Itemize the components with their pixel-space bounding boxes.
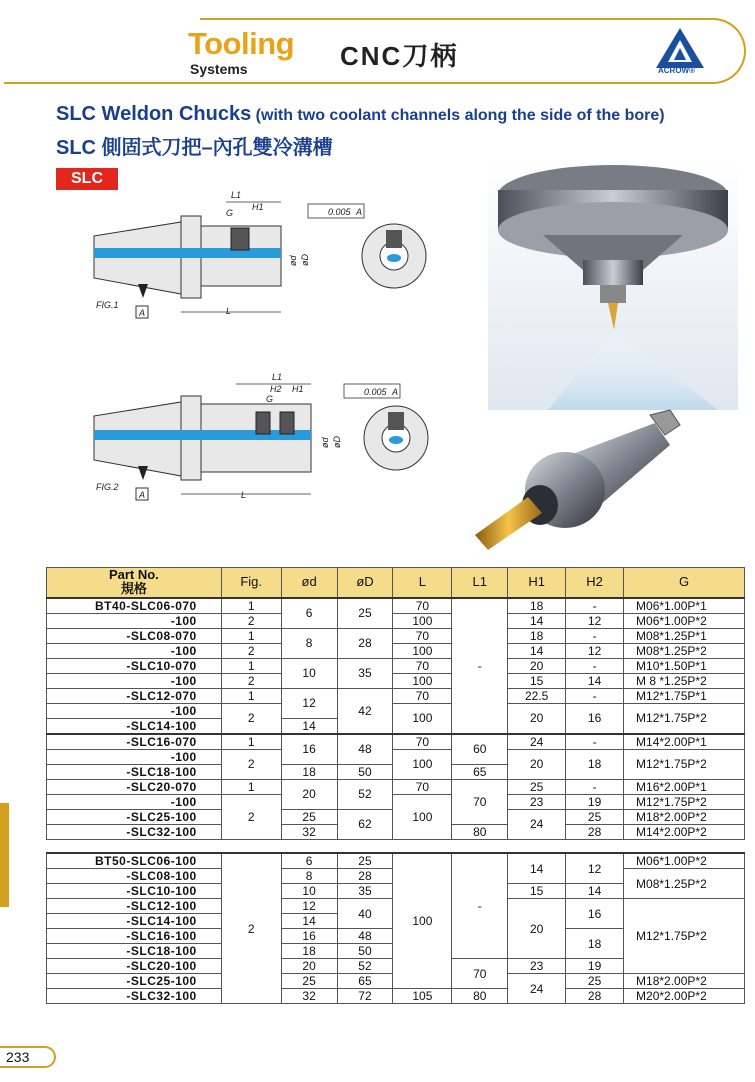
fig1-label: FIG.1 — [96, 300, 119, 310]
H1-cell: 20 — [508, 658, 566, 673]
D-cell: 48 — [337, 929, 393, 944]
fig2-dim-h1: H1 — [292, 384, 304, 394]
part-no: -SLC14-100 — [47, 718, 222, 734]
G-cell: M12*1.75P*2 — [624, 749, 745, 779]
part-no: -100 — [47, 643, 222, 658]
D-cell: 50 — [337, 764, 393, 779]
table-row — [47, 613, 745, 628]
category-title: CNC刀柄 — [340, 41, 459, 71]
part-no: -SLC32-100 — [47, 824, 222, 839]
fig-cell: 2 — [221, 643, 281, 658]
G-cell: M18*2.00P*2 — [624, 809, 745, 824]
G-cell: M12*1.75P*2 — [624, 703, 745, 734]
D-cell: 62 — [337, 809, 393, 839]
slc-badge: SLC — [56, 168, 118, 190]
L-cell: 100 — [393, 703, 452, 734]
gap-cell — [47, 839, 745, 853]
H1-cell: 18 — [508, 628, 566, 643]
table-row — [47, 688, 745, 703]
H1-cell: 14 — [508, 613, 566, 628]
d-cell: 18 — [281, 944, 337, 959]
H1-cell: 22.5 — [508, 688, 566, 703]
D-cell: 35 — [337, 658, 393, 688]
d-cell: 8 — [281, 869, 337, 884]
title-chinese: SLC 側固式刀把–內孔雙冷溝槽 — [56, 137, 333, 159]
L1-cell: 80 — [452, 824, 508, 839]
part-no: BT50-SLC06-100 — [47, 853, 222, 869]
H1-cell: 14 — [508, 853, 566, 884]
D-cell: 40 — [337, 899, 393, 929]
H2-cell: - — [566, 734, 624, 750]
G-cell: M10*1.50P*1 — [624, 658, 745, 673]
L1-cell: - — [452, 598, 508, 734]
fig1-dim-d: ød — [288, 255, 298, 266]
H1-cell: 15 — [508, 673, 566, 688]
L1-cell: - — [452, 853, 508, 959]
fig2-dim-h2: H2 — [270, 384, 282, 394]
D-cell: 48 — [337, 734, 393, 765]
fig-cell: 1 — [221, 734, 281, 750]
L-cell: 100 — [393, 673, 452, 688]
H1-cell: 14 — [508, 643, 566, 658]
G-cell: M08*1.25P*2 — [624, 643, 745, 658]
d-cell: 14 — [281, 718, 337, 734]
H2-cell: - — [566, 598, 624, 614]
table-row — [47, 598, 745, 614]
brand-systems: Systems — [190, 61, 248, 77]
G-cell: M16*2.00P*1 — [624, 779, 745, 794]
H2-cell: 19 — [566, 794, 624, 809]
header-part — [47, 568, 222, 598]
fig2-dim-D: øD — [332, 436, 342, 448]
H2-cell: 14 — [566, 884, 624, 899]
G-cell: M12*1.75P*1 — [624, 688, 745, 703]
part-no: -SLC10-100 — [47, 884, 222, 899]
H2-cell: 16 — [566, 899, 624, 929]
L-cell: 70 — [393, 779, 452, 794]
toolholder-photo — [470, 405, 690, 555]
G-cell: M08*1.25P*2 — [624, 869, 745, 899]
side-accent-bar — [0, 803, 9, 907]
L1-cell: 70 — [452, 959, 508, 989]
G-cell: M14*2.00P*1 — [624, 734, 745, 750]
fig1-dim-D: øD — [300, 254, 310, 266]
fig2-label: FIG.2 — [96, 482, 119, 492]
part-no: -100 — [47, 703, 222, 718]
H1-cell: 20 — [508, 899, 566, 959]
header-part-en: Part No. — [108, 567, 159, 583]
part-no: -SLC25-100 — [47, 809, 222, 824]
L-cell: 100 — [393, 643, 452, 658]
header-H2: H2 — [566, 568, 624, 598]
G-cell: M20*2.00P*2 — [624, 989, 745, 1004]
G-cell: M18*2.00P*2 — [624, 974, 745, 989]
D-cell: 25 — [337, 598, 393, 629]
H2-cell: - — [566, 779, 624, 794]
H1-cell: 23 — [508, 794, 566, 809]
fig1-datum: A — [139, 308, 146, 318]
part-no: -SLC10-070 — [47, 658, 222, 673]
H1-cell: 20 — [508, 749, 566, 779]
L-cell: 70 — [393, 734, 452, 750]
spec-table — [46, 567, 745, 1004]
H2-cell: 14 — [566, 673, 624, 688]
d-cell: 20 — [281, 959, 337, 974]
table-header — [47, 568, 745, 598]
fig-cell: 1 — [221, 628, 281, 643]
d-cell: 16 — [281, 734, 337, 765]
table-row — [47, 853, 745, 869]
fig2-tol-datum: A — [392, 387, 399, 397]
d-cell: 18 — [281, 764, 337, 779]
header-part-cn: 規格 — [120, 581, 147, 597]
table-row — [47, 673, 745, 688]
part-no: -SLC14-100 — [47, 914, 222, 929]
part-no: -100 — [47, 749, 222, 764]
d-cell: 14 — [281, 914, 337, 929]
G-cell: M12*1.75P*2 — [624, 899, 745, 974]
H2-cell: - — [566, 628, 624, 643]
D-cell: 52 — [337, 959, 393, 974]
D-cell: 28 — [337, 869, 393, 884]
header-d: ød — [281, 568, 337, 598]
L-cell: 100 — [393, 853, 452, 989]
H1-cell: 25 — [508, 779, 566, 794]
part-no: -SLC08-070 — [47, 628, 222, 643]
H2-cell: 18 — [566, 929, 624, 959]
L1-cell: 65 — [452, 764, 508, 779]
D-cell: 50 — [337, 944, 393, 959]
L1-cell: 70 — [452, 779, 508, 824]
title-english-sub: (with two coolant channels along the side of the bore) — [251, 107, 665, 124]
fig1-drawing — [86, 186, 446, 326]
H2-cell: 16 — [566, 703, 624, 734]
H2-cell: 12 — [566, 613, 624, 628]
fig-cell: 2 — [221, 749, 281, 779]
header-L: L — [393, 568, 452, 598]
L-cell: 70 — [393, 688, 452, 703]
part-no: -SLC12-100 — [47, 899, 222, 914]
D-cell: 65 — [337, 974, 393, 989]
fig-cell: 1 — [221, 598, 281, 614]
table-row — [47, 703, 745, 718]
fig-cell: 1 — [221, 658, 281, 673]
part-no: -SLC25-100 — [47, 974, 222, 989]
part-no: -100 — [47, 673, 222, 688]
fig2-drawing — [86, 368, 446, 508]
G-cell: M06*1.00P*2 — [624, 853, 745, 869]
fig2-dim-g: G — [266, 394, 274, 404]
spindle-coolant-photo — [488, 160, 738, 410]
header-D: øD — [337, 568, 393, 598]
fig-cell: 1 — [221, 688, 281, 703]
part-no: -SLC20-100 — [47, 959, 222, 974]
fig-cell: 2 — [221, 613, 281, 628]
D-cell: 28 — [337, 628, 393, 658]
fig2-dim-l1: L1 — [272, 372, 283, 382]
d-cell: 25 — [281, 974, 337, 989]
banner-mask — [0, 0, 200, 62]
H2-cell: 28 — [566, 824, 624, 839]
D-cell: 25 — [337, 853, 393, 869]
table-row — [47, 628, 745, 643]
L-cell: 100 — [393, 794, 452, 839]
header-L1: L1 — [452, 568, 508, 598]
D-cell: 35 — [337, 884, 393, 899]
H1-cell: 20 — [508, 703, 566, 734]
part-no: -SLC08-100 — [47, 869, 222, 884]
G-cell: M08*1.25P*1 — [624, 628, 745, 643]
D-cell: 72 — [337, 989, 393, 1004]
d-cell: 12 — [281, 688, 337, 718]
G-cell: M 8 *1.25P*2 — [624, 673, 745, 688]
fig-cell: 2 — [221, 673, 281, 688]
G-cell: M14*2.00P*2 — [624, 824, 745, 839]
logo-text: ACROW® — [658, 66, 695, 75]
fig2-dim-d: ød — [320, 437, 330, 448]
part-no: -SLC20-070 — [47, 779, 222, 794]
fig2-tolerance: 0.005 — [364, 387, 387, 397]
H2-cell: 12 — [566, 853, 624, 884]
L-cell: 100 — [393, 613, 452, 628]
d-cell: 25 — [281, 809, 337, 824]
H1-cell: 24 — [508, 734, 566, 750]
fig-cell: 2 — [221, 853, 281, 1004]
d-cell: 8 — [281, 628, 337, 658]
part-no: -SLC18-100 — [47, 764, 222, 779]
L-cell: 70 — [393, 628, 452, 643]
G-cell: M06*1.00P*2 — [624, 613, 745, 628]
table-row — [47, 749, 745, 764]
part-no: -SLC18-100 — [47, 944, 222, 959]
table-row — [47, 658, 745, 673]
H2-cell: 12 — [566, 643, 624, 658]
part-no: -SLC12-070 — [47, 688, 222, 703]
header-H1: H1 — [508, 568, 566, 598]
D-cell: 42 — [337, 688, 393, 734]
L1-cell: 60 — [452, 734, 508, 765]
fig1-tol-datum: A — [356, 207, 363, 217]
header-fig: Fig. — [221, 568, 281, 598]
header-G: G — [624, 568, 745, 598]
fig-cell: 2 — [221, 794, 281, 839]
part-no: -SLC32-100 — [47, 989, 222, 1004]
title-english-main: SLC Weldon Chucks — [56, 103, 252, 125]
H2-cell: - — [566, 688, 624, 703]
D-cell: 52 — [337, 779, 393, 809]
d-cell: 20 — [281, 779, 337, 809]
part-no: -SLC16-100 — [47, 929, 222, 944]
H2-cell: - — [566, 658, 624, 673]
part-no: -SLC16-070 — [47, 734, 222, 750]
L-cell: 70 — [393, 598, 452, 614]
fig2-dim-l: L — [241, 490, 247, 500]
title-english — [56, 103, 665, 126]
H2-cell: 18 — [566, 749, 624, 779]
G-cell: M12*1.75P*2 — [624, 794, 745, 809]
fig1-dim-l1: L1 — [231, 190, 242, 200]
H1-cell: 15 — [508, 884, 566, 899]
d-cell: 16 — [281, 929, 337, 944]
table-row — [47, 794, 745, 809]
table-gap — [47, 839, 745, 853]
fig1-dim-g: G — [226, 208, 234, 218]
fig1-dim-h1: H1 — [252, 202, 264, 212]
d-cell: 6 — [281, 598, 337, 629]
H1-cell: 24 — [508, 974, 566, 1004]
fig1-dim-l: L — [226, 306, 232, 316]
part-no: -100 — [47, 794, 222, 809]
brand-tooling: Tooling — [188, 26, 295, 61]
fig1-tolerance: 0.005 — [328, 207, 351, 217]
H2-cell: 25 — [566, 974, 624, 989]
d-cell: 32 — [281, 824, 337, 839]
table-row — [47, 989, 745, 1004]
d-cell: 12 — [281, 899, 337, 914]
G-cell: M06*1.00P*1 — [624, 598, 745, 614]
H1-cell: 18 — [508, 598, 566, 614]
L-cell: 100 — [393, 749, 452, 779]
fig-cell: 1 — [221, 779, 281, 794]
fig2-datum: A — [139, 490, 146, 500]
H1-cell: 24 — [508, 809, 566, 839]
table-row — [47, 779, 745, 794]
part-no: -100 — [47, 613, 222, 628]
page-number: 233 — [0, 1046, 56, 1068]
H1-cell: 23 — [508, 959, 566, 974]
H2-cell: 28 — [566, 989, 624, 1004]
L-cell: 105 — [393, 989, 452, 1004]
part-no: BT40-SLC06-070 — [47, 598, 222, 614]
fig-cell: 2 — [221, 703, 281, 734]
table-row — [47, 643, 745, 658]
table-row — [47, 734, 745, 750]
L1-cell: 80 — [452, 989, 508, 1004]
L-cell: 70 — [393, 658, 452, 673]
H2-cell: 19 — [566, 959, 624, 974]
d-cell: 10 — [281, 658, 337, 688]
H2-cell: 25 — [566, 809, 624, 824]
d-cell: 10 — [281, 884, 337, 899]
d-cell: 32 — [281, 989, 337, 1004]
d-cell: 6 — [281, 853, 337, 869]
